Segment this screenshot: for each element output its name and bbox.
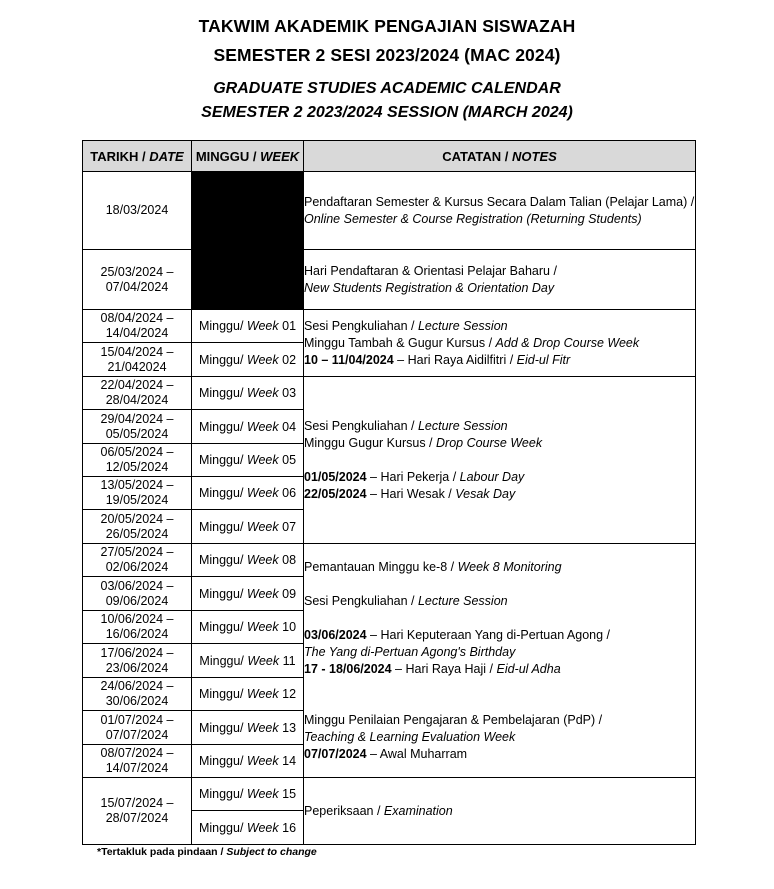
- date-cell: 27/05/2024 – 02/06/2024: [83, 544, 192, 577]
- date-cell: 15/04/2024 – 21/042024: [83, 343, 192, 377]
- footnote: *Tertakluk pada pindaan / Subject to change: [97, 846, 317, 858]
- week-cell: Minggu/ Week 14: [192, 745, 304, 778]
- week-cell: Minggu/ Week 01: [192, 310, 304, 343]
- date-cell: 08/04/2024 – 14/04/2024: [83, 310, 192, 343]
- date-cell: 25/03/2024 – 07/04/2024: [83, 250, 192, 310]
- table-row: [83, 377, 696, 410]
- week-cell: Minggu/ Week 13: [192, 711, 304, 745]
- week-cell: Minggu/ Week 11: [192, 644, 304, 678]
- week-cell: Minggu/ Week 15: [192, 778, 304, 811]
- notes-weeks-1-2: Sesi Pengkuliahan / Lecture Session Minggu Tambah & Gugur Kursus / Add & Drop Course Week 10 – 11/04/2024 – Hari Raya Aidilfitri / Eid-ul Fitr: [304, 310, 696, 377]
- table-row: [83, 250, 696, 310]
- date-cell: 24/06/2024 – 30/06/2024: [83, 678, 192, 711]
- notes-examination: Peperiksaan / Examination: [304, 778, 696, 845]
- week-cell: Minggu/ Week 04: [192, 410, 304, 444]
- date-cell: 15/07/2024 – 28/07/2024: [83, 778, 192, 845]
- header-notes: CATATAN / NOTES: [304, 141, 696, 172]
- date-cell: 18/03/2024: [83, 172, 192, 250]
- notes-registration-returning: Pendaftaran Semester & Kursus Secara Dalam Talian (Pelajar Lama) / Online Semester & Course Registration (Returning Students): [304, 172, 696, 250]
- date-cell: 17/06/2024 – 23/06/2024: [83, 644, 192, 678]
- week-cell: Minggu/ Week 07: [192, 510, 304, 544]
- table-header-row: [83, 141, 696, 172]
- date-cell: 01/07/2024 – 07/07/2024: [83, 711, 192, 745]
- date-cell: 22/04/2024 – 28/04/2024: [83, 377, 192, 410]
- week-cell: Minggu/ Week 10: [192, 611, 304, 644]
- header-week: MINGGU / WEEK: [192, 141, 304, 172]
- week-cell: Minggu/ Week 16: [192, 811, 304, 845]
- week-cell-blacked-out: [192, 172, 304, 310]
- date-cell: 10/06/2024 – 16/06/2024: [83, 611, 192, 644]
- notes-weeks-3-7: Sesi Pengkuliahan / Lecture Session Minggu Gugur Kursus / Drop Course Week 01/05/2024 – Hari Pekerja / Labour Day 22/05/2024 – Hari Wesak / Vesak Day: [304, 377, 696, 544]
- table-row: [83, 172, 696, 250]
- title-en-line1: GRADUATE STUDIES ACADEMIC CALENDAR: [213, 80, 561, 97]
- table-row: [83, 544, 696, 577]
- header-date: TARIKH / DATE: [83, 141, 192, 172]
- date-cell: 03/06/2024 – 09/06/2024: [83, 577, 192, 611]
- week-cell: Minggu/ Week 05: [192, 444, 304, 477]
- week-cell: Minggu/ Week 08: [192, 544, 304, 577]
- table-row: [83, 310, 696, 343]
- table-row: [83, 778, 696, 811]
- notes-weeks-8-14: Pemantauan Minggu ke-8 / Week 8 Monitoring Sesi Pengkuliahan / Lecture Session 03/06/2024 – Hari Keputeraan Yang di-Pertuan Agong / The Yang di-Pertuan Agong's Birthday 17 - 18/06/2024 – Hari Raya Haji / Eid-ul Adha Minggu Penilaian Pengajaran & Pembelajaran (PdP) / Teaching & Learning Evaluation Week 07/07/2024 – Awal Muharram: [304, 544, 696, 778]
- notes-new-student-registration: Hari Pendaftaran & Orientasi Pelajar Baharu / New Students Registration & Orientation Day: [304, 250, 696, 310]
- date-cell: 29/04/2024 – 05/05/2024: [83, 410, 192, 444]
- week-cell: Minggu/ Week 02: [192, 343, 304, 377]
- week-cell: Minggu/ Week 09: [192, 577, 304, 611]
- title-ms-line2: SEMESTER 2 SESI 2023/2024 (MAC 2024): [213, 45, 561, 65]
- date-cell: 13/05/2024 – 19/05/2024: [83, 477, 192, 510]
- week-cell: Minggu/ Week 12: [192, 678, 304, 711]
- date-cell: 20/05/2024 – 26/05/2024: [83, 510, 192, 544]
- date-cell: 06/05/2024 – 12/05/2024: [83, 444, 192, 477]
- date-cell: 08/07/2024 – 14/07/2024: [83, 745, 192, 778]
- week-cell: Minggu/ Week 06: [192, 477, 304, 510]
- academic-calendar-table: [82, 140, 696, 845]
- title-en-line2: SEMESTER 2 2023/2024 SESSION (MARCH 2024): [201, 104, 573, 121]
- title-ms-line1: TAKWIM AKADEMIK PENGAJIAN SISWAZAH: [198, 16, 576, 36]
- week-cell: Minggu/ Week 03: [192, 377, 304, 410]
